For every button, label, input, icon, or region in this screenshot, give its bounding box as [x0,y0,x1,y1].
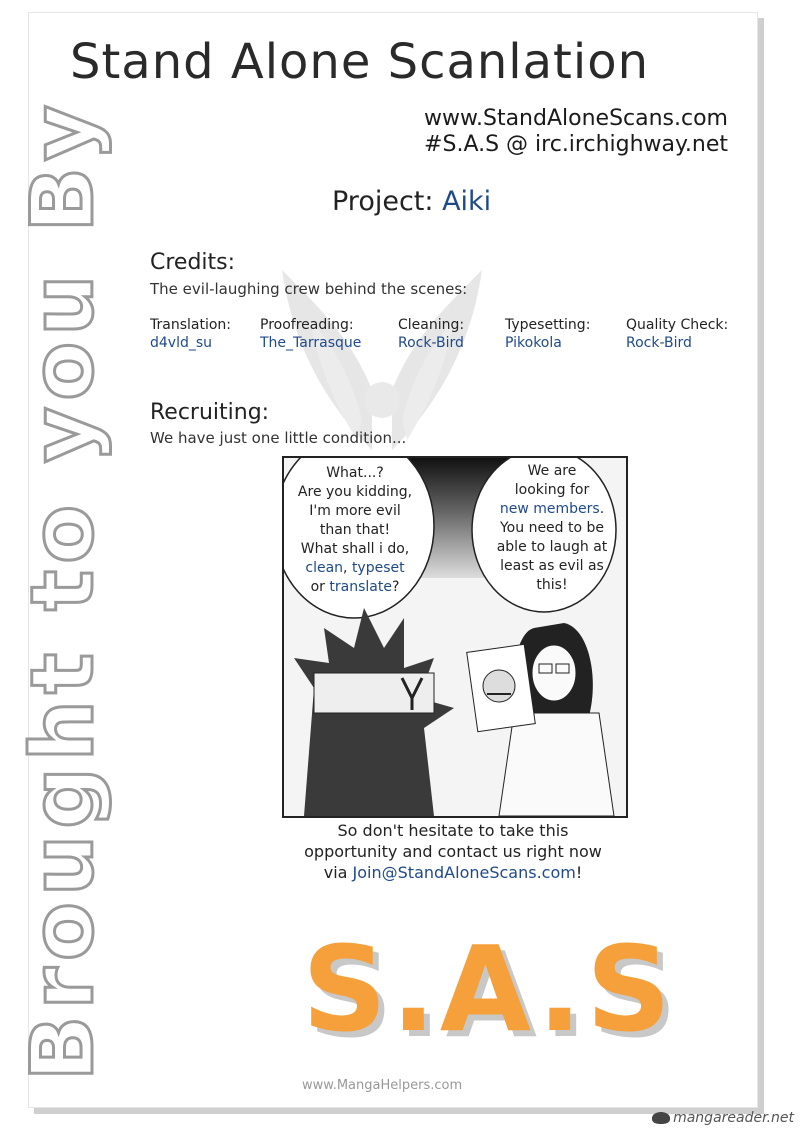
bubble-line: able to laugh at [496,539,608,555]
role-typeset: typeset [351,560,405,576]
punct: ! [575,863,583,882]
bubble-line: We are [527,463,577,479]
role-clean: clean [305,560,344,576]
website-link[interactable]: www.StandAloneScans.com [424,106,728,131]
right-speech-bubble [484,462,620,595]
mangareader-watermark [652,1110,794,1126]
side-banner [0,100,148,1080]
credits-heading: Credits: [150,250,236,275]
sas-logo: S.A.S [302,920,676,1058]
bubble-line: What shall i do, [300,541,410,557]
project-label: Project: [332,186,434,217]
project-line [332,186,491,217]
mangahelpers-link[interactable]: www.MangaHelpers.com [302,1078,463,1093]
credit-person: Pikokola [505,335,562,351]
bubble-line: than that! [319,522,391,538]
contact-line: So don't hesitate to take this [337,821,569,840]
credit-role: Translation: [150,317,231,333]
bubble-line [290,559,420,578]
bubble-line [290,578,420,597]
recruiting-heading: Recruiting: [150,400,270,425]
credit-person: Rock-Bird [398,335,464,351]
bubble-line: looking for [514,482,590,498]
credit-quality-check [626,317,728,351]
recruiting-subtitle: We have just one little condition... [150,429,407,447]
punct: . [599,501,605,517]
punct: , [343,560,348,576]
credit-person: Rock-Bird [626,335,692,351]
project-name: Aiki [442,186,492,217]
manga-panel [282,456,628,818]
bubble-line: Are you kidding, [297,484,413,500]
credits-subtitle: The evil-laughing crew behind the scenes: [150,280,468,298]
credit-role: Quality Check: [626,317,729,333]
credits-list [150,317,750,357]
bubble-line: You need to be [499,520,605,536]
group-title: Stand Alone Scanlation [70,34,649,90]
contact-line [278,862,628,883]
contact-text [278,820,628,883]
credit-person: d4vld_su [150,335,213,351]
new-members-text: new members [499,501,600,517]
role-translate: translate [329,579,392,595]
bubble-line: least as evil as [500,558,604,574]
contact-via: via [323,863,348,882]
bubble-line: What...? [326,465,384,481]
contact-email-link[interactable]: Join@StandAloneScans.com [352,863,576,882]
bubble-line [484,500,620,519]
left-speech-bubble [290,464,420,597]
credit-role: Cleaning: [398,317,465,333]
watermark-text: mangareader.net [673,1110,794,1126]
punct: ? [391,579,400,595]
side-banner-text: Brought to you By [13,98,113,1082]
credit-person: The_Tarrasque [260,335,362,351]
credit-role: Proofreading: [260,317,354,333]
credit-translation [150,317,231,351]
dog-logo-icon [652,1112,670,1124]
word-or: or [310,579,325,595]
credit-cleaning [398,317,464,351]
credit-proofreading [260,317,361,351]
contact-line: opportunity and contact us right now [304,842,602,861]
credit-role: Typesetting: [505,317,591,333]
bubble-line: this! [536,577,568,593]
credit-typesetting [505,317,590,351]
bubble-line: I'm more evil [309,503,401,519]
irc-channel: #S.A.S @ irc.irchighway.net [424,132,728,157]
